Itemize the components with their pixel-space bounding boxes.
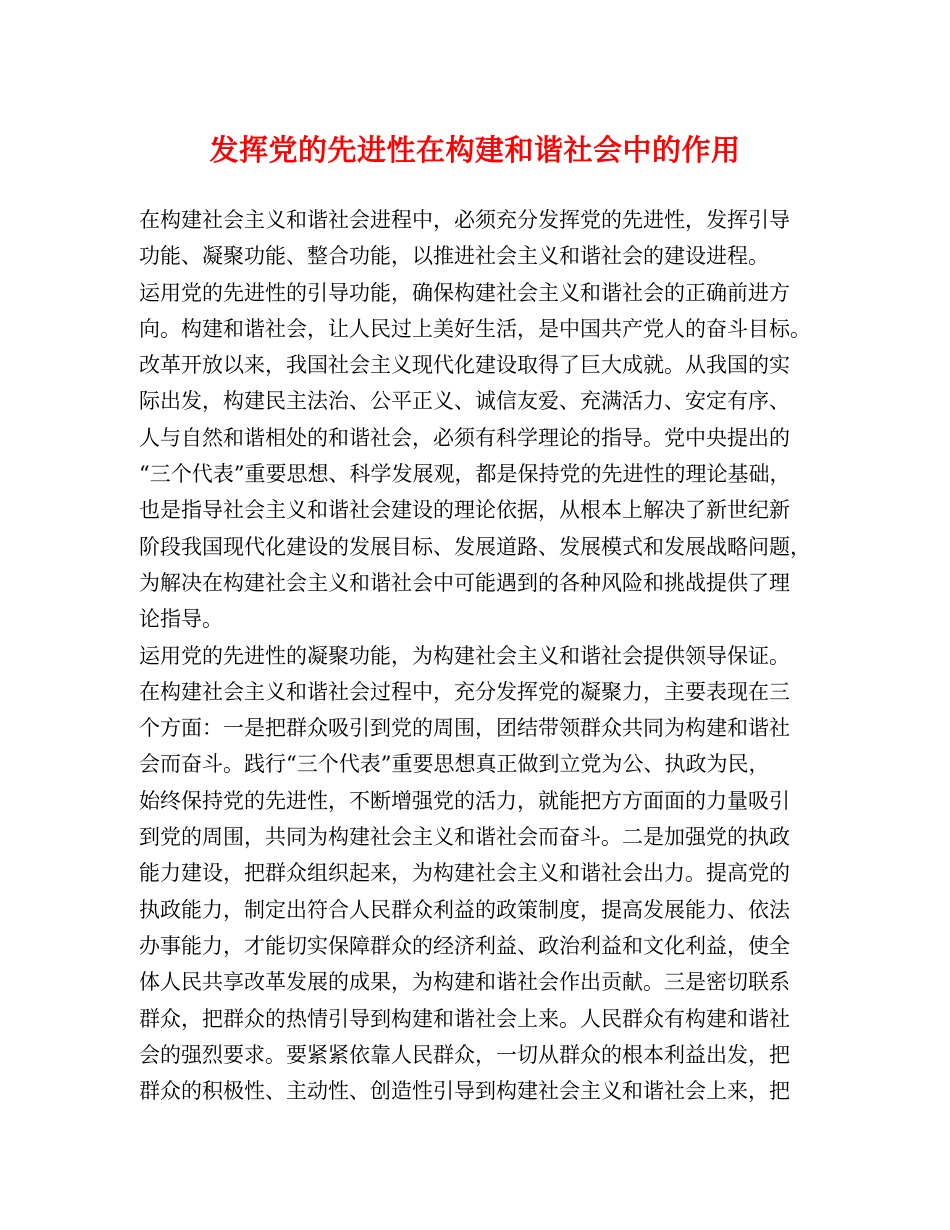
- body-line: 办事能力，才能切实保障群众的经济利益、政治利益和文化利益，使全: [139, 933, 790, 958]
- body-line: 在构建社会主义和谐社会过程中，充分发挥党的凝聚力，主要表现在三: [139, 679, 790, 704]
- body-line: 运用党的先进性的引导功能，确保构建社会主义和谐社会的正确前进方: [139, 280, 790, 305]
- body-line: 个方面：一是把群众吸引到党的周围，团结带领群众共同为构建和谐社: [139, 716, 790, 741]
- body-line: 阶段我国现代化建设的发展目标、发展道路、发展模式和发展战略问题，: [139, 534, 811, 559]
- document-title: 发挥党的先进性在构建和谐社会中的作用: [209, 133, 741, 167]
- body-line: 改革开放以来，我国社会主义现代化建设取得了巨大成就。从我国的实: [139, 353, 790, 378]
- body-line: 会而奋斗。践行“三个代表”重要思想真正做到立党为公、执政为民，: [139, 752, 770, 777]
- body-line: 也是指导社会主义和谐社会建设的理论依据，从根本上解决了新世纪新: [139, 498, 790, 523]
- body-line: 际出发，构建民主法治、公平正义、诚信友爱、充满活力、安定有序、: [139, 389, 790, 414]
- body-line: 会的强烈要求。要紧紧依靠人民群众，一切从群众的根本利益出发，把: [139, 1042, 790, 1067]
- body-line: 为解决在构建社会主义和谐社会中可能遇到的各种风险和挑战提供了理: [139, 570, 790, 595]
- body-line: 群众的积极性、主动性、创造性引导到构建社会主义和谐社会上来，把: [139, 1079, 790, 1104]
- body-line: 运用党的先进性的凝聚功能，为构建社会主义和谐社会提供领导保证。: [139, 643, 790, 668]
- body-line: 功能、凝聚功能、整合功能，以推进社会主义和谐社会的建设进程。: [139, 244, 769, 269]
- body-line: 人与自然和谐相处的和谐社会，必须有科学理论的指导。党中央提出的: [139, 425, 790, 450]
- body-line: 群众，把群众的热情引导到构建和谐社会上来。人民群众有构建和谐社: [139, 1006, 790, 1031]
- body-line: 在构建社会主义和谐社会进程中，必须充分发挥党的先进性，发挥引导: [139, 208, 790, 232]
- document-body: [139, 202, 819, 1109]
- body-line: 始终保持党的先进性，不断增强党的活力，就能把方方面面的力量吸引: [139, 788, 790, 813]
- body-line: “三个代表”重要思想、科学发展观，都是保持党的先进性的理论基础，: [139, 462, 791, 487]
- body-line: 体人民共享改革发展的成果，为构建和谐社会作出贡献。三是密切联系: [139, 970, 790, 995]
- body-line: 能力建设，把群众组织起来，为构建社会主义和谐社会出力。提高党的: [139, 861, 790, 886]
- body-line: 执政能力，制定出符合人民群众利益的政策制度，提高发展能力、依法: [139, 897, 790, 922]
- body-line: 论指导。: [139, 607, 223, 632]
- body-line: 到党的周围，共同为构建社会主义和谐社会而奋斗。二是加强党的执政: [139, 825, 790, 850]
- body-line: 向。构建和谐社会，让人民过上美好生活，是中国共产党人的奋斗目标。: [139, 316, 811, 341]
